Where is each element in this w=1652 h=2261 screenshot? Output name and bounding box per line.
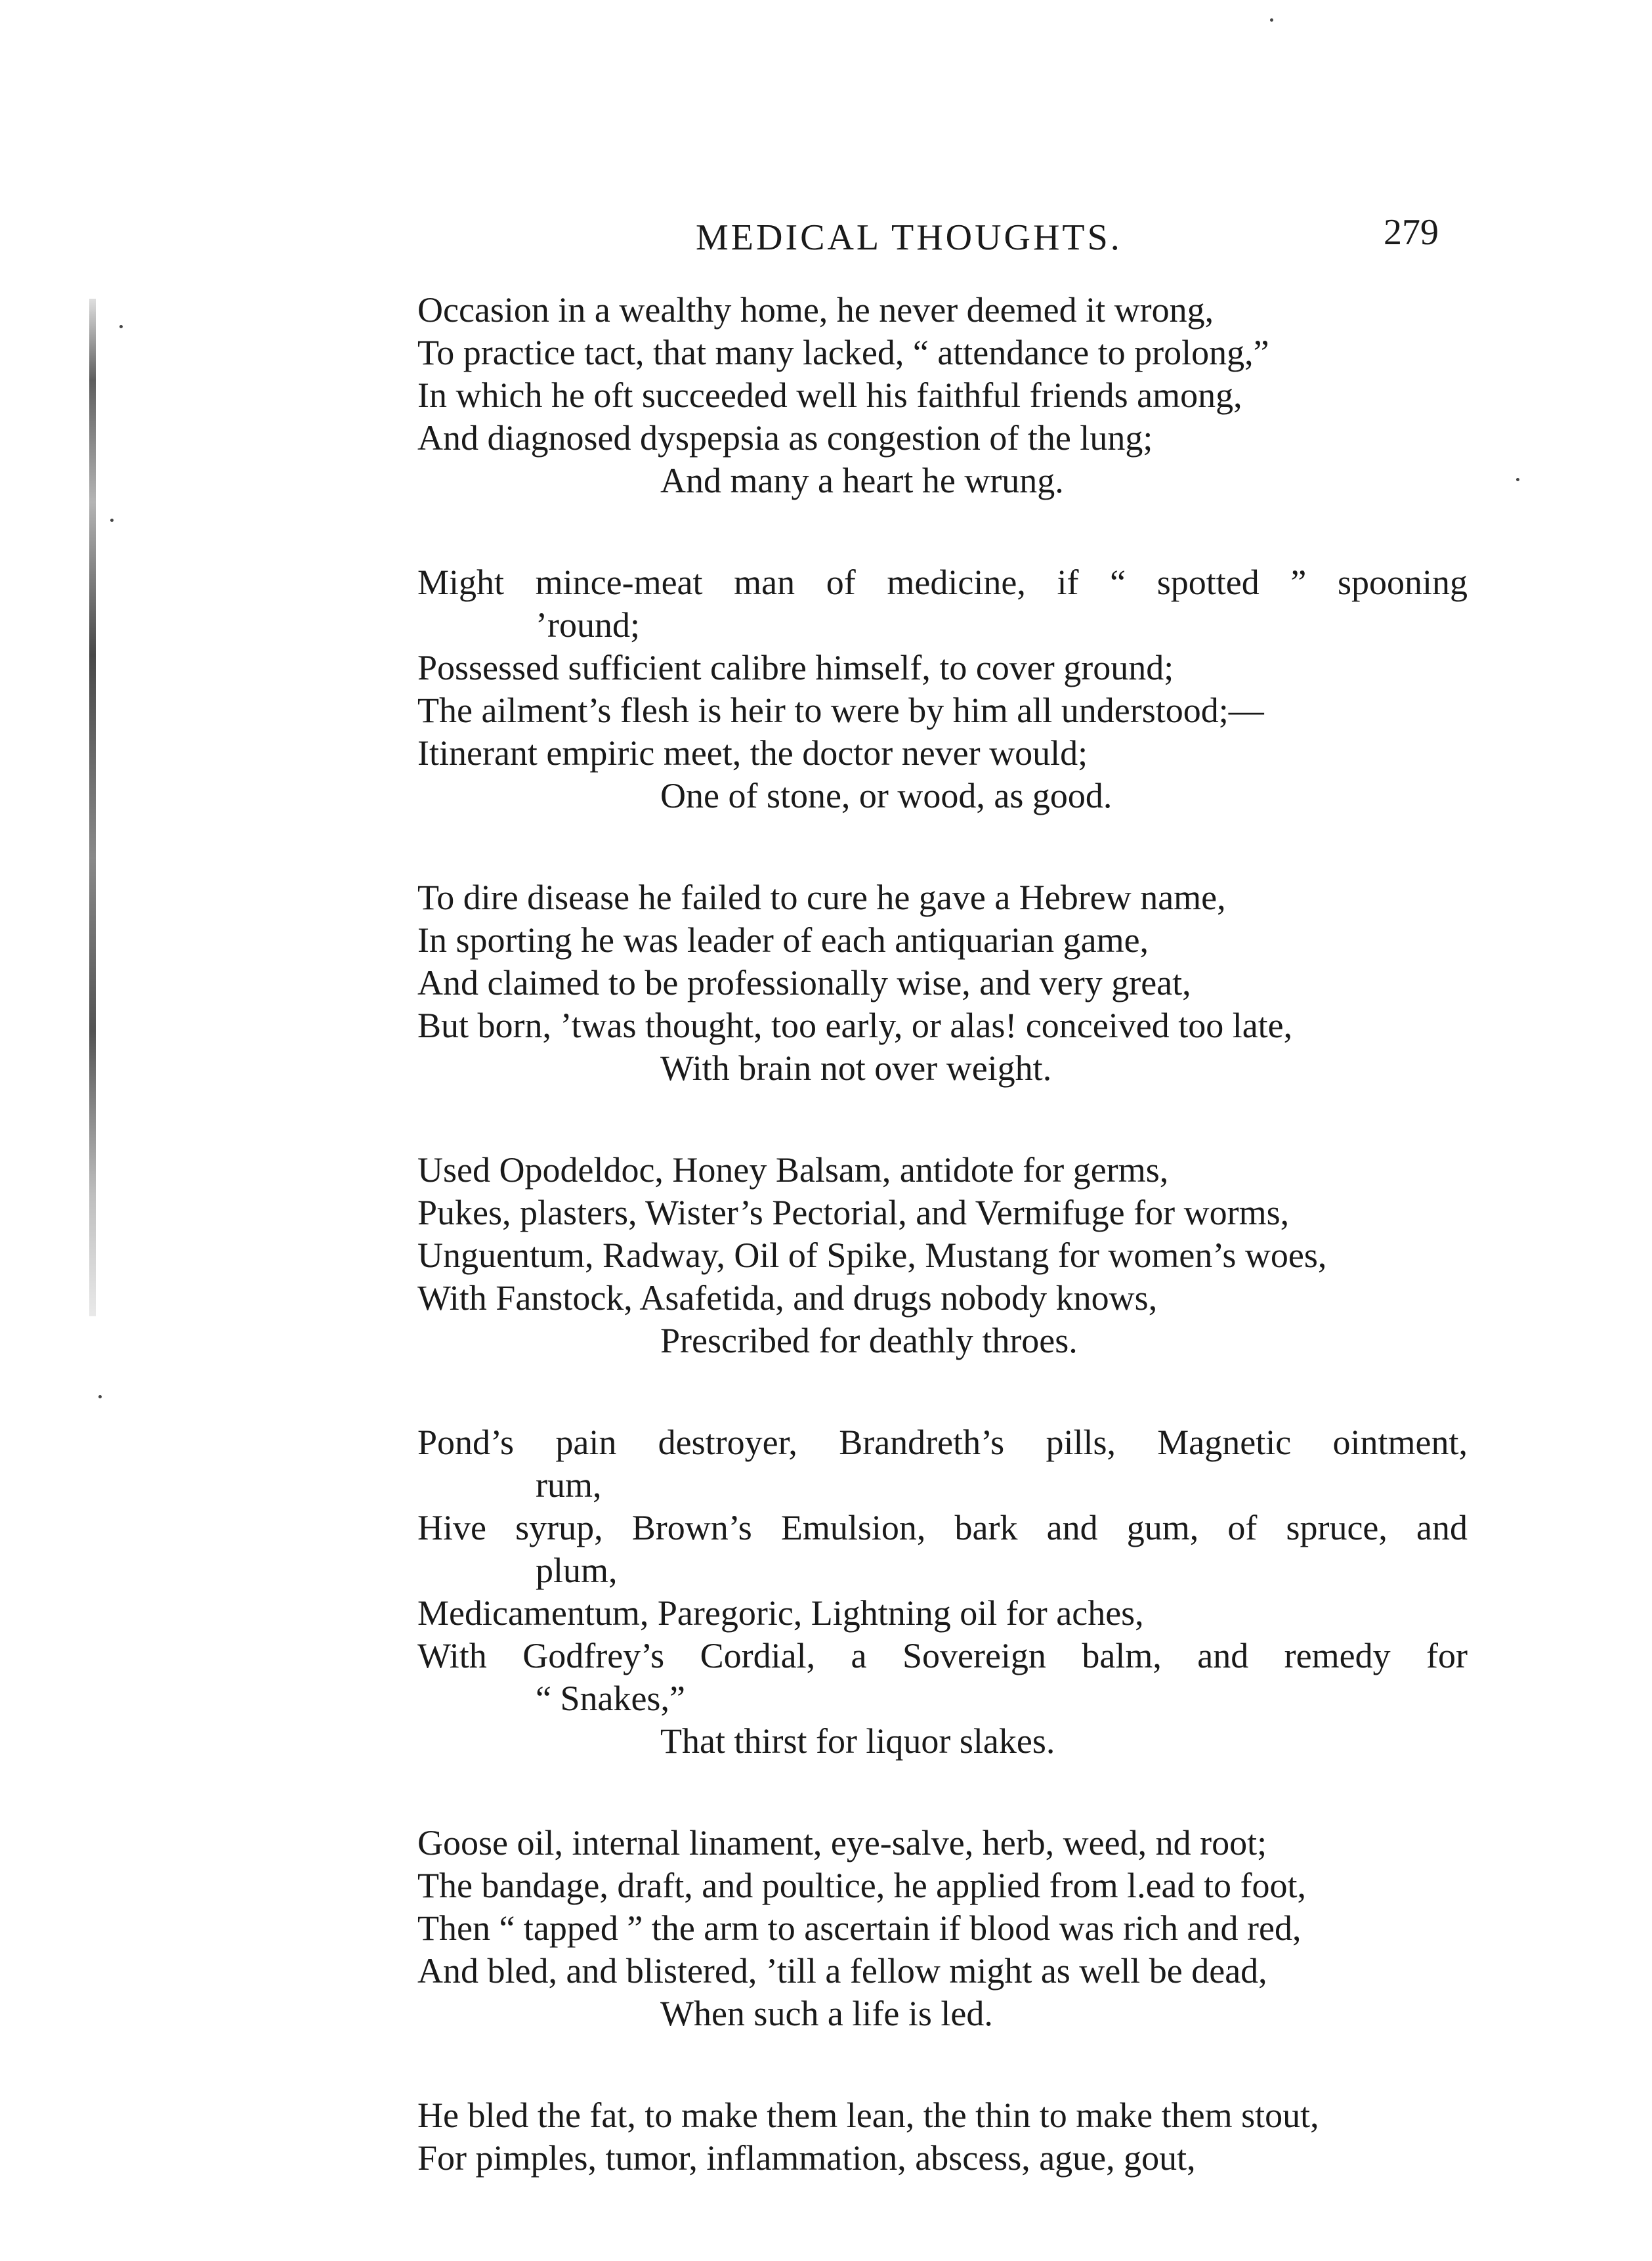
verse-line: The ailment’s flesh is heir to were by him all understood;—	[417, 691, 1264, 730]
verse-line: He bled the fat, to make them lean, the thin to make them stout,	[417, 2096, 1319, 2135]
verse-line: But born, ’twas thought, too early, or alas! conceived too late,	[417, 1006, 1293, 1045]
page-number: 279	[1384, 212, 1439, 253]
verse-line: Used Opodeldoc, Honey Balsam, antidote for germs,	[417, 1150, 1169, 1190]
scan-speck	[110, 519, 114, 522]
verse-line: In sporting he was leader of each antiquarian game,	[417, 920, 1149, 960]
verse-line: To practice tact, that many lacked, “ attendance to prolong,”	[417, 333, 1269, 372]
stanza	[417, 1822, 1468, 2035]
scan-speck	[98, 1395, 102, 1398]
verse-turnover: ’round;	[536, 605, 640, 645]
verse-line: Itinerant empiric meet, the doctor never would;	[417, 733, 1088, 773]
refrain-line: And many a heart he wrung.	[660, 461, 1064, 500]
verse-turnover: “ Snakes,”	[536, 1679, 685, 1718]
binding-shadow	[89, 299, 96, 1316]
verse-line: Hive syrup, Brown’s Emulsion, bark and gum, of spruce, and	[417, 1508, 1468, 1547]
stanza	[417, 1149, 1468, 1362]
scan-speck	[1516, 478, 1519, 481]
verse-line: Pukes, plasters, Wister’s Pectorial, and Vermifuge for worms,	[417, 1193, 1290, 1232]
refrain-line: Prescribed for deathly throes.	[660, 1321, 1078, 1360]
verse-line: Unguentum, Radway, Oil of Spike, Mustang for women’s woes,	[417, 1236, 1327, 1275]
refrain-line: One of stone, or wood, as good.	[660, 776, 1112, 815]
verse-turnover: plum,	[536, 1551, 618, 1590]
scan-speck	[1270, 18, 1273, 22]
stanza	[417, 561, 1468, 817]
verse-line: With Fanstock, Asafetida, and drugs nobody knows,	[417, 1278, 1158, 1318]
verse-line: For pimples, tumor, inflammation, abscess, ague, gout,	[417, 2138, 1196, 2178]
refrain-line: When such a life is led.	[660, 1994, 993, 2033]
verse-line: With Godfrey’s Cordial, a Sovereign balm, and remedy for	[417, 1636, 1468, 1675]
verse-line: The bandage, draft, and poultice, he applied from l.ead to foot,	[417, 1866, 1307, 1905]
running-head: MEDICAL THOUGHTS.	[696, 217, 1122, 258]
stanza	[417, 2094, 1468, 2180]
scan-speck	[119, 325, 123, 328]
verse-line: Goose oil, internal linament, eye-salve, herb, weed, nd root;	[417, 1823, 1267, 1863]
verse-line: Occasion in a wealthy home, he never deemed it wrong,	[417, 290, 1214, 330]
verse-line: Possessed sufficient calibre himself, to cover ground;	[417, 648, 1174, 687]
verse-turnover: rum,	[536, 1465, 602, 1505]
stanza	[417, 289, 1468, 502]
verse-line: To dire disease he failed to cure he gave a Hebrew name,	[417, 878, 1226, 917]
verse-line: Medicamentum, Paregoric, Lightning oil for aches,	[417, 1593, 1144, 1633]
verse-line: Then “ tapped ” the arm to ascertain if blood was rich and red,	[417, 1908, 1302, 1948]
refrain-line: That thirst for liquor slakes.	[660, 1721, 1055, 1761]
verse-line: In which he oft succeeded well his faithful friends among,	[417, 376, 1242, 415]
verse-line: And bled, and blistered, ’till a fellow might as well be dead,	[417, 1951, 1267, 1991]
verse-line: Pond’s pain destroyer, Brandreth’s pills, Magnetic ointment,	[417, 1423, 1468, 1462]
stanza	[417, 876, 1468, 1090]
verse-line: And diagnosed dyspepsia as congestion of the lung;	[417, 418, 1153, 458]
verse-line: Might mince-meat man of medicine, if “ spotted ” spooning	[417, 563, 1468, 602]
verse-line: And claimed to be professionally wise, and very great,	[417, 963, 1191, 1002]
poem-body	[417, 289, 1468, 2239]
stanza	[417, 1421, 1468, 1763]
refrain-line: With brain not over weight.	[660, 1048, 1052, 1088]
